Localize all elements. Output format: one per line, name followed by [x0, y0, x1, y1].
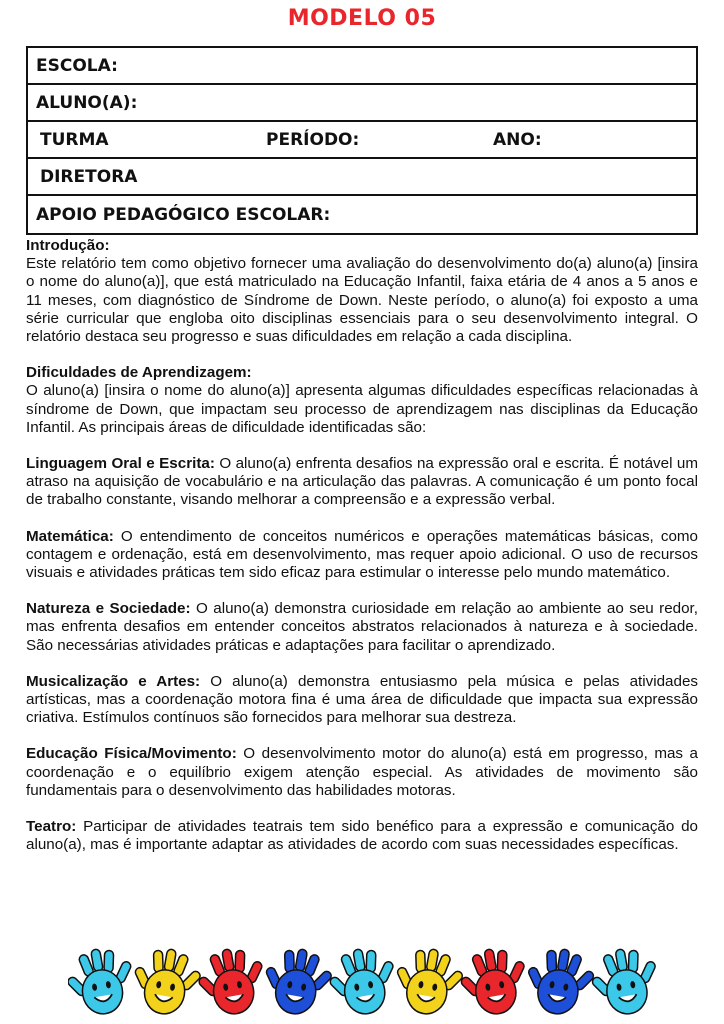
header-form — [26, 46, 698, 235]
period-label: PERÍODO: — [266, 129, 360, 150]
intro-heading: Introdução: — [26, 237, 110, 254]
pe-text: O desenvolvimento motor do aluno(a) está em progresso, mas a coordenação e o equilíbrio exigem atenção especial. As atividades de movimento são fundamentais para o desenvolvimento das habilidades motoras. — [26, 745, 698, 799]
class-label: TURMA — [40, 129, 109, 150]
report-body — [26, 237, 698, 854]
director-row — [28, 159, 696, 196]
class-row — [28, 122, 696, 159]
smiling-hand-icon — [258, 944, 336, 1016]
student-row — [28, 85, 696, 122]
page-title: MODELO 05 — [287, 6, 437, 31]
pe-heading: Educação Física/Movimento: — [26, 745, 237, 763]
pe-paragraph — [26, 745, 698, 800]
support-row — [28, 196, 696, 233]
smiling-hand-icon — [455, 944, 533, 1016]
intro-paragraph: Este relatório tem como objetivo fornecer uma avaliação do desenvolvimento do(a) aluno(a) [insira o nome do aluno(a)], que está matriculado na Educação Infantil, faixa etária de 4 anos a 5 anos e 11 meses, com diagnóstico de Síndrome de Down. Neste período, o aluno(a) foi exposto a uma série curricular que engloba oito disciplinas essenciais para o seu desenvolvimento integral. O relatório destaca seu progresso e suas dificuldades em relação a cada disciplina. — [26, 255, 698, 346]
language-paragraph — [26, 455, 698, 510]
math-text: O entendimento de conceitos numéricos e operações matemáticas básicas, como contagem e ordenação, está em desenvolvimento, mas requer apoio adicional. O uso de recursos visuais e atividades práticas tem sido eficaz para estimular o interesse pelo mundo matemático. — [26, 527, 698, 582]
theater-heading: Teatro: — [26, 818, 77, 836]
smiling-hand-icon — [127, 944, 205, 1016]
nature-text: O aluno(a) demonstra curiosidade em relação ao ambiente ao seu redor, mas enfrenta desafios em entender conceitos abstratos relacionados à natureza e à sociedade. São necessárias atividades práticas e adaptações para facilitar o aprendizado. — [26, 600, 698, 654]
difficulties-paragraph: O aluno(a) [insira o nome do aluno(a)] apresenta algumas dificuldades específicas relacionadas à síndrome de Down, que impactam seu processo de aprendizagem nas disciplinas da Educação Infantil. As principais áreas de dificuldade identificadas são: — [26, 382, 698, 436]
math-heading: Matemática: — [26, 527, 114, 545]
support-label: APOIO PEDAGÓGICO ESCOLAR: — [36, 204, 331, 225]
hands-decoration — [68, 938, 658, 1016]
music-paragraph — [26, 673, 698, 728]
school-row — [28, 48, 696, 85]
smiling-hand-icon — [324, 944, 402, 1016]
smiling-hand-icon — [390, 944, 468, 1016]
language-heading: Linguagem Oral e Escrita: — [26, 455, 215, 473]
theater-text: Participar de atividades teatrais tem sido benéfico para a expressão e comunicação do aluno(a), mas é importante adaptar as atividades de acordo com suas necessidades específicas. — [26, 818, 698, 854]
smiling-hand-icon — [586, 944, 658, 1016]
difficulties-heading: Dificuldades de Aprendizagem: — [26, 364, 252, 382]
director-label: DIRETORA — [40, 166, 138, 187]
smiling-hand-icon — [193, 944, 271, 1016]
nature-paragraph — [26, 600, 698, 655]
smiling-hand-icon — [68, 944, 140, 1016]
math-paragraph — [26, 528, 698, 583]
theater-paragraph — [26, 818, 698, 854]
nature-heading: Natureza e Sociedade: — [26, 600, 191, 618]
music-heading: Musicalização e Artes: — [26, 672, 201, 690]
school-label: ESCOLA: — [36, 55, 118, 76]
year-label: ANO: — [493, 129, 542, 150]
smiling-hand-icon — [521, 944, 599, 1016]
music-text: O aluno(a) demonstra entusiasmo pela música e pelas atividades artísticas, mas a coordenação motora fina é uma área de dificuldade que impacta sua expressão criativa. Estímulos contínuos são fornecidos para melhorar sua destreza. — [26, 672, 698, 727]
language-text: O aluno(a) enfrenta desafios na expressão oral e escrita. É notável um atraso na aquisição de vocabulário e na articulação das palavras. A comunicação é um ponto focal de trabalho constante, visando melhorar a compreensão e a expressão verbal. — [26, 455, 699, 509]
student-label: ALUNO(A): — [36, 92, 138, 113]
